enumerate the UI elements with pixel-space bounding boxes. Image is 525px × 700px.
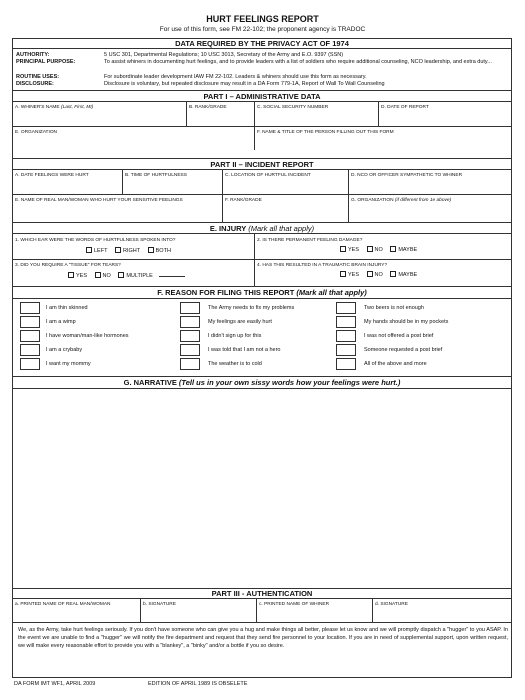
reason-checkbox[interactable] [180,302,200,314]
reason-label: I was not offered a post brief [364,333,434,339]
report-date-field[interactable] [379,112,511,125]
real-man-signature-field[interactable] [141,609,255,621]
filler-name-label: F. NAME & TITLE OF THE PERSON FILLING OUT THIS FORM [257,130,394,135]
form-number: DA FORM IMT WF1, APRIL 2009 [14,681,96,687]
whiner-signature-label: d. SIGNATURE [375,602,408,607]
ssn-field[interactable] [255,112,377,125]
real-man-rank-field[interactable] [223,206,347,221]
injury-q2-label: 2. IS THERE PERMANENT FEELING DAMAGE? [257,238,363,243]
form-subtitle: For use of this form, see FM 22-102; the proponent agency is TRADOC [159,26,366,33]
authority-text: 5 USC 301, Departmental Regulations; 10 USC 3013, Secretary of the Army and E.O. 9397 (SSN) [104,52,344,58]
reason-label: I am a crybaby [46,347,83,353]
reason-label: The Army needs to fix my problems [208,305,295,311]
reason-checkbox[interactable] [336,316,356,328]
reason-label: I am thin skinned [46,305,88,311]
injury-q3-options: YES NO MULTIPLE [68,272,185,279]
injury-q4-options: YES NO MAYBE [340,271,423,278]
rank-grade-label: B. RANK/GRADE [189,105,227,110]
disclosure-text: Disclosure is voluntary, but repeated disclosure may result in a DA Form 779-1A, Report of Wall To Wall Counseling [104,81,385,87]
tissue-no-checkbox[interactable] [95,272,101,278]
privacy-heading: DATA REQUIRED BY THE PRIVACY ACT OF 1974 [12,38,512,49]
left-ear-checkbox[interactable] [86,247,92,253]
narrative-heading: G. NARRATIVE (Tell us in your own sissy words how your feelings were hurt.) [12,376,512,389]
location-label: C. LOCATION OF HURTFUL INCIDENT [225,173,311,178]
reason-checkbox[interactable] [180,316,200,328]
reason-label: I have woman/man-like hormones [46,333,129,339]
real-man-name-label: E. NAME OF REAL MAN/WOMAN WHO HURT YOUR SENSITIVE FEELINGS [15,198,183,203]
real-man-signature-label: b. SIGNATURE [143,602,176,607]
rank-grade-field[interactable] [187,112,253,125]
real-man-org-label: G. ORGANIZATION (if different from 1e above) [351,198,452,203]
tbi-no-checkbox[interactable] [367,271,373,277]
routine-uses-text: For subordinate leader development IAW FM 22-102. Leaders & whiners should use this form as necessary. [104,74,367,80]
both-ears-checkbox[interactable] [148,247,154,253]
reason-checkbox[interactable] [180,358,200,370]
authority-label: AUTHORITY: [16,52,50,58]
reason-checkbox[interactable] [336,344,356,356]
filler-name-field[interactable] [255,137,511,150]
damage-maybe-checkbox[interactable] [390,246,396,252]
reason-checkbox[interactable] [20,330,40,342]
reason-checkbox[interactable] [180,344,200,356]
right-ear-checkbox[interactable] [115,247,121,253]
real-man-name-field[interactable] [13,210,221,221]
tbi-yes-checkbox[interactable] [340,271,346,277]
reason-checkbox[interactable] [336,330,356,342]
reason-label: I want my mommy [46,361,91,367]
tissue-multiple-checkbox[interactable] [118,272,124,278]
damage-yes-checkbox[interactable] [340,246,346,252]
date-hurt-field[interactable] [13,180,121,193]
real-man-rank-label: F. RANK/GRADE [225,198,262,203]
whiner-printed-name-field[interactable] [257,609,371,621]
reason-checkbox[interactable] [20,302,40,314]
tbi-maybe-checkbox[interactable] [390,271,396,277]
real-man-printed-name-label: a. PRINTED NAME OF REAL MAN/WOMAN [15,602,111,607]
routine-uses-label: ROUTINE USES: [16,74,60,80]
organization-label: E. ORGANIZATION [15,130,58,135]
reasons-heading: F. REASON FOR FILING THIS REPORT (Mark all that apply) [12,286,512,299]
time-hurt-field[interactable] [123,180,221,193]
time-hurt-label: B. TIME OF HURTFULNESS [125,173,187,178]
reason-checkbox[interactable] [336,358,356,370]
injury-heading: E. INJURY (Mark all that apply) [12,222,512,234]
disclosure-label: DISCLOSURE: [16,81,54,87]
tissue-yes-checkbox[interactable] [68,272,74,278]
reason-label: I was told that I am not a hero [208,347,281,353]
injury-q1-options: LEFT RIGHT BOTH [86,247,177,254]
reason-label: My hands should be in my pockets [364,319,449,325]
reason-checkbox[interactable] [180,330,200,342]
reason-label: I didn't sign up for this [208,333,262,339]
whiner-signature-field[interactable] [373,609,511,621]
reason-label: Someone requested a post brief [364,347,443,353]
whiner-printed-name-label: c. PRINTED NAME OF WHINER [259,602,330,607]
location-field[interactable] [223,180,347,193]
injury-q4-label: 4. HAS THIS RESULTED IN A TRAUMATIC BRAIN INJURY? [257,263,388,268]
sympathetic-nco-label: D. NCO OR OFFICER SYMPATHETIC TO WHINER [351,173,463,178]
part2-heading: PART II – INCIDENT REPORT [12,158,512,170]
closing-statement: We, as the Army, take hurt feelings seriously. If you don't have someone who can give you a hug and make things all better, please let us know and we will promptly dispatch a "hugger" to you ASAP. In the event we are unable to find a "hugger" we will notify the fire department and request that they send fire personnel to your location. If you are in need of supplemental support, upon written request, we will make every reasonable effort to provide you with a "blankey", a "binky" and/or a bottle if you so desire. [18,627,508,649]
reason-checkbox[interactable] [20,358,40,370]
report-date-label: D. DATE OF REPORT [381,105,429,110]
real-man-org-field[interactable] [349,206,511,221]
reason-checkbox[interactable] [20,344,40,356]
edition-note: EDITION OF APRIL 1989 IS OBSELETE [148,681,248,687]
purpose-label: PRINCIPAL PURPOSE: [16,59,76,65]
ssn-label: C. SOCIAL SECURITY NUMBER [257,105,329,110]
real-man-printed-name-field[interactable] [13,609,139,621]
reason-label: Two beers is not enough [364,305,424,311]
whiner-name-label: A. WHINER'S NAME (Last, First, MI) [15,105,94,110]
reason-label: I am a wimp [46,319,76,325]
part1-heading: PART I – ADMINISTRATIVE DATA [12,90,512,102]
damage-no-checkbox[interactable] [367,246,373,252]
reason-label: All of the above and more [364,361,427,367]
purpose-text: To assist whiners in documenting hurt feelings, and to provide leaders with a list of soldiers who require additional counseling, NCO leadership, and extra duty... [104,59,492,65]
form-title: HURT FEELINGS REPORT [206,14,319,24]
narrative-textarea[interactable] [13,390,511,588]
injury-q2-options: YES NO MAYBE [340,246,423,253]
reason-checkbox[interactable] [336,302,356,314]
whiner-name-field[interactable] [13,112,185,125]
injury-q1-label: 1. WHICH EAR WERE THE WORDS OF HURTFULNESS SPOKEN INTO? [15,238,176,243]
reason-checkbox[interactable] [20,316,40,328]
date-hurt-label: A. DATE FEELINGS WERE HURT [15,173,89,178]
reason-label: The weather is to cold [208,361,262,367]
sympathetic-nco-field[interactable] [349,180,511,193]
organization-field[interactable] [13,137,253,150]
part3-heading: PART III - AUTHENTICATION [12,588,512,599]
reason-label: My feelings are easily hurt [208,319,272,325]
injury-q3-label: 3. DID YOU REQUIRE A "TISSUE" FOR TEARS? [15,263,121,268]
